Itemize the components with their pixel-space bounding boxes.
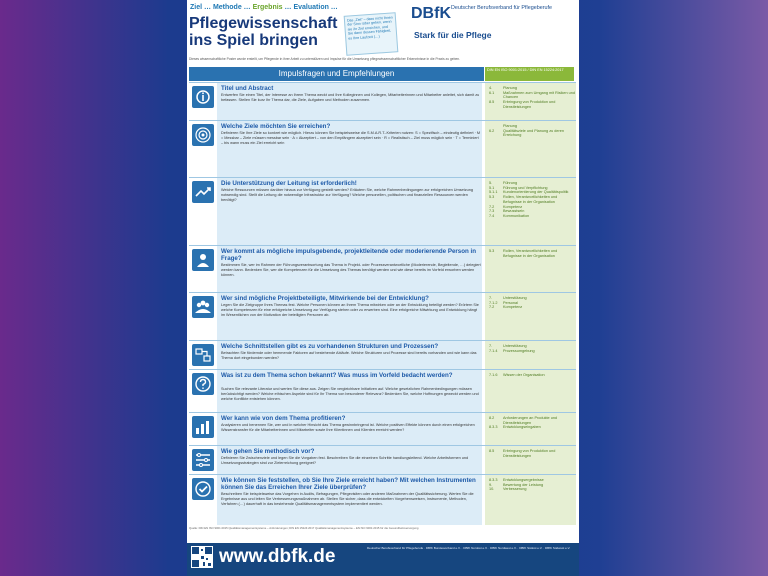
slogan: Stark für die Pflege bbox=[414, 30, 492, 40]
norm-references bbox=[489, 249, 575, 258]
norm-references bbox=[489, 86, 575, 110]
norm-item bbox=[489, 349, 575, 354]
norm-label: Entwicklungsergebnisse bbox=[503, 478, 544, 482]
norm-label: Verbesserung bbox=[503, 487, 527, 492]
question-row bbox=[189, 83, 576, 121]
question-title: Wer kann wie von dem Thema profitieren? bbox=[221, 415, 346, 422]
table-header-left: Impulsfragen und Empfehlungen bbox=[189, 67, 484, 81]
norm-label: Planung bbox=[503, 86, 517, 90]
norm-number: 5.3 bbox=[489, 249, 495, 253]
method-icon bbox=[192, 449, 214, 471]
question-row bbox=[189, 178, 576, 246]
question-icon bbox=[192, 373, 214, 395]
logo-subtitle: Deutscher Berufsverband für Pflegeberufe bbox=[451, 5, 552, 11]
norm-number: 7.1.2 bbox=[489, 300, 498, 305]
question-body: Welche Ressourcen müssen darüber hinaus zur Verfügung gestellt werden? Erläutern Sie, welche Rahmenbedingungen zur erfolgreichen Umsetzung notwendig sind. Stellt die Leitung die notwendige Infrastruktur zur Verfügung? Welche personellen, politischen und finanziellen Ressourcen werden benötigt? bbox=[221, 188, 473, 202]
norm-number: 7.2 bbox=[489, 204, 495, 209]
question-body: Suchen Sie relevante Literatur und werten Sie diese aus. Zeigen Sie vergleichbare Initiativen auf. Welche gesetzlichen Rahmenbedingungen müssen berücksichtigt werden? Welche ethischen Aspekte sind für Ihr Thema von besonderer Relevanz? Bedenken Sie, welche Hoffnungen geweckt werden und welche Konflikte entstehen können. bbox=[221, 387, 479, 401]
question-body: Beschreiben Sie beispielsweise das Vorgehen in Audits, Befragungen, Pflegevisiten oder anderen Maßnahmen der Qualitätssicherung. Werten Sie die Ergebnisse aus und leiten Sie Verbesserungsmaßnahmen ab. Stellen Sie sicher, dass die entwickelten Vorgehensweisen, Instrumente, Methoden, Verfahren (…) dauerhaft in das bestehende Qualitätsmanagementsystem implementiert werden. bbox=[221, 492, 474, 506]
norm-number: 8.5 bbox=[489, 449, 495, 453]
norm-label: Kundenorientierung der Qualitätspolitik bbox=[503, 190, 569, 195]
norm-number: 5. bbox=[489, 181, 493, 185]
norm-references bbox=[489, 416, 575, 430]
contact-block: Deutscher Berufsverband für Pflegeberufe · DBfK Bundesverband e.V. · DBfK Nordost e.V. · DBfK Nordwest e.V. · DBfK Südost e.V. · DBfK Südwest e.V. bbox=[367, 546, 571, 550]
norm-item bbox=[489, 416, 575, 425]
question-body: Definieren Sie Ihre Ziele so konkret wie möglich. Hierzu können Sie beispielsweise die S.M.A.R.T.-Kriterien nutzen: S = Spezifisch – eindeutig definiert · M = Messbar – Ziele müssen messbar sein · A = Akzeptiert – von den Empfängern akzeptiert sein · R = Realistisch – Ziel muss möglich sein · T = Terminiert – bis wann muss ein Ziel erreicht sein bbox=[221, 131, 481, 145]
question-title: Was ist zu dem Thema schon bekannt? Was muss im Vorfeld bedacht werden? bbox=[221, 372, 453, 379]
norm-label: Entwicklungseingaben bbox=[503, 425, 541, 430]
norm-number: 8.3.3 bbox=[489, 425, 498, 430]
website-url[interactable]: www.dbfk.de bbox=[219, 546, 336, 567]
norm-number: 7. bbox=[489, 344, 493, 348]
norm-number: 7.3 bbox=[489, 209, 495, 214]
intro-text: Dieses wissenschaftliche Poster wurde erstellt, um Pflegende in ihrer Arbeit zu unterstützen und Impulse für die Umsetzung pflegewissenschaftlicher Erkenntnisse in die Praxis zu geben. bbox=[189, 57, 461, 61]
norm-label: Bewertung der Leistung bbox=[503, 482, 544, 487]
norm-number: 5.1 bbox=[489, 185, 495, 190]
norm-number: 6.1 bbox=[489, 90, 495, 95]
qr-code-icon[interactable] bbox=[191, 546, 213, 568]
sticky-note: Das „Ziel“ – dass nicht Ihnen der Sinn rüber gehen, wenn sie ihr Ziel erreichen, und Sie dann dessen Fähigkeit, es Ihre Laufzeit (…) bbox=[344, 12, 399, 56]
norm-item bbox=[489, 249, 575, 258]
norm-references bbox=[489, 181, 575, 219]
question-row bbox=[189, 446, 576, 475]
norm-item bbox=[489, 195, 575, 204]
norm-label: Kompetenz bbox=[503, 305, 523, 310]
footer-bar bbox=[187, 543, 579, 576]
chart-icon bbox=[192, 416, 214, 438]
norm-label: Prozessumgebung bbox=[503, 348, 535, 353]
question-row bbox=[189, 341, 576, 370]
question-row bbox=[189, 121, 576, 178]
norm-item bbox=[489, 425, 575, 430]
norm-label: Rollen, Verantwortlichkeiten und Befugnisse in der Organisation bbox=[503, 249, 558, 258]
norm-label: Unterstützung bbox=[503, 296, 527, 300]
norm-references bbox=[489, 296, 575, 310]
target-icon bbox=[192, 124, 214, 146]
question-title: Welche Schnittstellen gibt es zu vorhandenen Strukturen und Prozessen? bbox=[221, 343, 439, 350]
question-row bbox=[189, 293, 576, 341]
question-title: Welche Ziele möchten Sie erreichen? bbox=[221, 123, 331, 130]
person-icon bbox=[192, 249, 214, 271]
question-title: Wie können Sie feststellen, ob Sie Ihre Ziele erreicht haben? Mit welchen Instrumenten können Sie das Erreichen Ihrer Ziele überprüfen? bbox=[221, 477, 476, 491]
norm-label: Kompetenz bbox=[503, 204, 523, 209]
question-row bbox=[189, 413, 576, 446]
table-header-right: DIN EN ISO 9001:2015 / DIN EN 15224:2017 bbox=[485, 67, 574, 81]
norm-number: 5.3 bbox=[489, 195, 495, 200]
norm-item bbox=[489, 449, 575, 458]
norm-references bbox=[489, 373, 575, 378]
norm-number: 8.5 bbox=[489, 100, 495, 105]
question-body: Legen Sie die Zielgruppe Ihres Themas fest. Welche Personen können an Ihrem Thema mitwirken oder an der Entwicklung beteiligt werden? Erörtern Sie welche Kompetenzen für eine erfolgreiche Umsetzung zur Verfügung stehen oder zu erwerben sind. Eine erfolgreiche Mitwirkung und Entwicklung hängt im Wesentlichen von der Motivation der beteiligten Personen ab. bbox=[221, 303, 479, 317]
norm-number: 7.1.6 bbox=[489, 373, 498, 377]
norm-number: 4. bbox=[489, 86, 493, 90]
norm-item bbox=[489, 91, 575, 100]
support-icon bbox=[192, 181, 214, 203]
footnote: Quelle: DIN EN ISO 9001:2015 Qualitätsmanagementsysteme – Anforderungen; DIN EN 15224:2017 Qualitätsmanagementsysteme – EN ISO 9001:2015 für die Gesundheitsversorgung bbox=[189, 526, 419, 530]
norm-item bbox=[489, 214, 575, 219]
poster bbox=[187, 0, 579, 576]
norm-label: Qualitätsziele und Planung zu deren Erreichung bbox=[503, 128, 565, 138]
norm-number: 8.3.3 bbox=[489, 478, 498, 482]
norm-label: Erbringung von Produktion und Dienstleistungen bbox=[503, 100, 556, 109]
norm-references bbox=[489, 124, 575, 138]
question-title: Wer kommt als mögliche impulsgebende, projektleitende oder moderierende Person in Frage? bbox=[221, 248, 477, 262]
tagline: Ziel … Methode … Ergebnis … Evaluation … bbox=[190, 4, 338, 11]
question-title: Titel und Abstract bbox=[221, 85, 274, 92]
question-title: Die Unterstützung der Leitung ist erforderlich! bbox=[221, 180, 357, 187]
norm-label: Unterstützung bbox=[503, 344, 527, 348]
question-row bbox=[189, 246, 576, 293]
team-icon bbox=[192, 296, 214, 318]
poster-header bbox=[187, 0, 579, 58]
norm-number: 9. bbox=[489, 482, 493, 487]
norm-label: Anforderungen an Produkte und Dienstleistungen bbox=[503, 416, 558, 425]
norm-number: 10. bbox=[489, 487, 495, 492]
norm-number: 6.2 bbox=[489, 128, 495, 133]
norm-label: Wissen der Organisation bbox=[503, 373, 545, 377]
question-title: Wer sind mögliche Projektbeteiligte, Mitwirkende bei der Entwicklung? bbox=[221, 295, 429, 302]
norm-item bbox=[489, 373, 575, 378]
info-icon bbox=[192, 86, 214, 108]
norm-number: 8.2 bbox=[489, 416, 495, 420]
norm-number: 7.1.4 bbox=[489, 348, 498, 353]
norm-item bbox=[489, 487, 575, 492]
question-body: Definieren Sie Zwischenziele und legen Sie die Vorgaben fest. Beschreiben Sie die einzelnen Schritte handlungsleitend. Welche Arbeitsformen und Umsetzungsstrategien sind zur Zielerreichung geeignet? bbox=[221, 456, 469, 465]
norm-number: 5.1.1 bbox=[489, 190, 498, 195]
norm-label: Personal bbox=[503, 300, 518, 305]
norm-label: Erbringung von Produktion und Dienstleistungen bbox=[503, 449, 556, 458]
norm-label: Bewusstsein bbox=[503, 209, 525, 214]
norm-references bbox=[489, 449, 575, 458]
norm-label: Rollen, Verantwortlichkeiten und Befugnisse in der Organisation bbox=[503, 195, 558, 204]
poster-title: Pflegewissenschaft ins Spiel bringen bbox=[189, 15, 338, 49]
norm-number: 7.4 bbox=[489, 213, 495, 218]
question-body: Analysieren und benennen Sie, wer und in welcher Hinsicht das Thema gewinnbringend ist. Welche positiven Effekte können durch einen erfolgreichen Wissenstransfer für die Mitarbeiterinnen und Mitarbeiter sowie Ihre Klientinnen und Klienten erreicht werden? bbox=[221, 423, 475, 432]
norm-item bbox=[489, 129, 575, 138]
norm-label: Führung bbox=[503, 181, 518, 185]
question-row bbox=[189, 370, 576, 413]
question-row bbox=[189, 475, 576, 525]
norm-item bbox=[489, 100, 575, 109]
norm-label: Führung und Verpflichtung bbox=[503, 185, 548, 190]
norm-label: Kommunikation bbox=[503, 213, 530, 218]
norm-references bbox=[489, 478, 575, 492]
dbfk-logo: DBfK bbox=[411, 5, 451, 22]
question-body: Betrachten Sie fördernde oder hemmende Faktoren auf bestehende Abläufe. Welche Strukturen und Prozesse sind bereits vorhanden und wie kann das Thema dort eingebunden werden? bbox=[221, 351, 477, 360]
norm-item bbox=[489, 305, 575, 310]
norm-number: 7.2 bbox=[489, 305, 495, 310]
question-body: Bestimmen Sie, wer im Rahmen der Führungsverantwortung das Thema in Projekt- oder Prozessverantwortliche (Moderierende, Begleitende, …) delegiert werden kann. Bedenken Sie, wer die Kompetenzen für die Umsetzung des Themas benötigt werden und wie diese bereits im Vorfeld erworben werden können. bbox=[221, 263, 481, 277]
interface-icon bbox=[192, 344, 214, 366]
norm-number: 7. bbox=[489, 296, 493, 300]
evaluation-icon bbox=[192, 478, 214, 500]
question-body: Entwerfen Sie einen Titel, der Interesse an Ihrem Thema weckt und Ihre Kolleginnen und Kollegen, Mitarbeiterinnen und Mitarbeiter anleitet, sich damit zu befassen. Stellen Sie kurz Ihr Thema dar, die Ziele, Aufgaben und Methoden zusammen. bbox=[221, 93, 480, 102]
question-title: Wie gehen Sie methodisch vor? bbox=[221, 448, 315, 455]
norm-label: Planung bbox=[503, 124, 517, 128]
norm-references bbox=[489, 344, 575, 353]
norm-label: Maßnahmen zum Umgang mit Risiken und Chancen bbox=[503, 90, 575, 100]
